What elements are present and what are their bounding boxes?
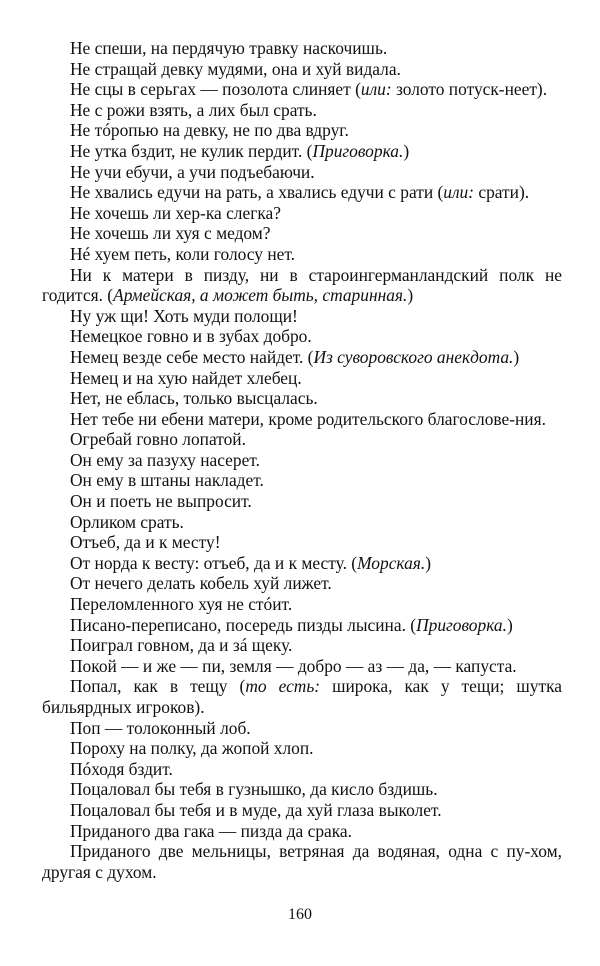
proverb-entry <box>42 779 562 800</box>
entry-text: золото потуск-нeет). <box>391 79 548 100</box>
entry-text: Приданого два гака — пизда да срака. <box>70 820 352 841</box>
proverb-entry <box>42 800 562 821</box>
proverb-entry <box>42 635 562 656</box>
entry-text: Приданого две мельницы, ветряная да водяная, одна с пу-хом, другая с духом. <box>42 841 562 882</box>
proverb-entry <box>42 306 562 327</box>
proverb-entry <box>42 491 562 512</box>
entry-text: Огребай говно лопатой. <box>70 429 246 450</box>
proverb-entry <box>42 59 562 80</box>
proverb-entry <box>42 429 562 450</box>
page-text <box>42 38 562 882</box>
entry-text: Он и поеть не выпросит. <box>70 491 252 512</box>
italic-annotation: то есть: <box>245 676 321 697</box>
entry-text: Поцаловал бы тебя и в муде, да хуй глаза выколет. <box>70 799 442 820</box>
proverb-entry <box>42 532 562 553</box>
entry-text: Немец везде себе место найдет. ( <box>70 346 314 367</box>
entry-text: Поцаловал бы тебя в гузнышко, да кисло бздишь. <box>70 779 438 800</box>
entry-text: Нет тебе ни ебени матери, кроме родительского благослове-ния. <box>70 408 546 429</box>
proverb-entry <box>42 265 562 306</box>
proverb-entry <box>42 615 562 636</box>
entry-text: срати). <box>474 182 530 203</box>
italic-annotation: Армейская, а может быть, старинная. <box>113 285 408 306</box>
entry-text: Не хвались едучи на рать, а хвались едучи с рати ( <box>70 182 444 203</box>
entry-text: Пóходя бздит. <box>70 758 173 779</box>
proverb-entry <box>42 38 562 59</box>
proverb-entry <box>42 512 562 533</box>
proverb-entry <box>42 388 562 409</box>
entry-text: Попал, как в тещу ( <box>70 676 246 697</box>
italic-annotation: Морская. <box>357 552 426 573</box>
proverb-entry <box>42 182 562 203</box>
proverb-entry <box>42 223 562 244</box>
proverb-entry <box>42 368 562 389</box>
italic-annotation: Приговорка. <box>312 140 404 161</box>
proverb-entry <box>42 821 562 842</box>
proverb-entry <box>42 573 562 594</box>
entry-text: Орликом срать. <box>70 511 184 532</box>
italic-annotation: или: <box>443 182 475 203</box>
entry-text: Не с рожи взять, а лих был срать. <box>70 99 317 120</box>
proverb-entry <box>42 162 562 183</box>
proverb-entry <box>42 470 562 491</box>
entry-text: Не хочешь ли хер-ка слегка? <box>70 202 281 223</box>
proverb-entry <box>42 841 562 882</box>
proverb-entry <box>42 738 562 759</box>
entry-text: От нечего делать кобель хуй лижет. <box>70 573 332 594</box>
entry-text: Писано-переписано, посередь пизды лысина. ( <box>70 614 417 635</box>
entry-text: Не стращай девку мудями, она и хуй видала. <box>70 58 401 79</box>
proverb-entry <box>42 100 562 121</box>
entry-text: Он ему в штаны накладет. <box>70 470 264 491</box>
entry-text: ) <box>407 285 414 306</box>
proverb-entry <box>42 347 562 368</box>
proverb-entry <box>42 326 562 347</box>
italic-annotation: или: <box>360 79 392 100</box>
proverb-entry <box>42 203 562 224</box>
entry-text: Ну уж щи! Хоть муди полощи! <box>70 305 298 326</box>
proverb-entry <box>42 409 562 430</box>
entry-text: Не тóропью на девку, не по два вдруг. <box>70 120 349 141</box>
entry-text: От норда к весту: отъеб, да и к месту. ( <box>70 552 358 573</box>
entry-text: Не утка бздит, не кулик пердит. ( <box>70 140 313 161</box>
italic-annotation: Из суворовского анекдота. <box>313 346 514 367</box>
italic-annotation: Приговорка. <box>416 614 507 635</box>
proverb-entry <box>42 676 562 717</box>
proverb-entry <box>42 718 562 739</box>
proverb-entry <box>42 244 562 265</box>
proverb-entry <box>42 450 562 471</box>
entry-text: Ни к матери в пизду, ни в староингерманландский полк не годится. ( <box>42 264 562 306</box>
proverb-entry <box>42 120 562 141</box>
entry-text: Не хочешь ли хуя с медом? <box>70 223 271 244</box>
entry-text: Переломленного хуя не стóит. <box>70 594 293 615</box>
entry-text: Не спеши, на пердячую травку наскочишь. <box>70 38 388 58</box>
entry-text: Не сцы в серьгах — позолота слиняет ( <box>70 79 361 100</box>
entry-text: ) <box>506 614 513 635</box>
entry-text: Немецкое говно и в зубах добро. <box>70 326 312 347</box>
proverb-entry <box>42 594 562 615</box>
entry-text: Нет, не еблась, только высцалась. <box>70 388 318 409</box>
proverb-entry <box>42 79 562 100</box>
proverb-entry <box>42 141 562 162</box>
entry-text: Покой — и же — пи, земля — добро — аз — да, — капуста. <box>70 655 517 676</box>
proverb-entry <box>42 656 562 677</box>
entry-text: ) <box>425 552 432 573</box>
entry-text: Поиграл говном, да и зá щеку. <box>70 635 293 656</box>
entry-text: Поп — толоконный лоб. <box>70 717 251 738</box>
entry-text: Немец и на хую найдет хлебец. <box>70 367 302 388</box>
entry-text: Не учи ебучи, а учи подъебаючи. <box>70 161 315 182</box>
entry-text: Нé хуем петь, коли голосу нет. <box>70 243 295 264</box>
entry-text: Пороху на полку, да жопой хлоп. <box>70 738 314 759</box>
entry-text: широка, как у тещи; шутка бильярдных игроков). <box>42 676 562 717</box>
page-number: 160 <box>288 906 312 923</box>
entry-text: ) <box>403 140 410 161</box>
proverb-entry <box>42 553 562 574</box>
entry-text: Он ему за пазуху насерет. <box>70 449 260 470</box>
entry-text: Отъеб, да и к месту! <box>70 532 221 553</box>
proverb-entry <box>42 759 562 780</box>
entry-text: ) <box>513 346 520 367</box>
